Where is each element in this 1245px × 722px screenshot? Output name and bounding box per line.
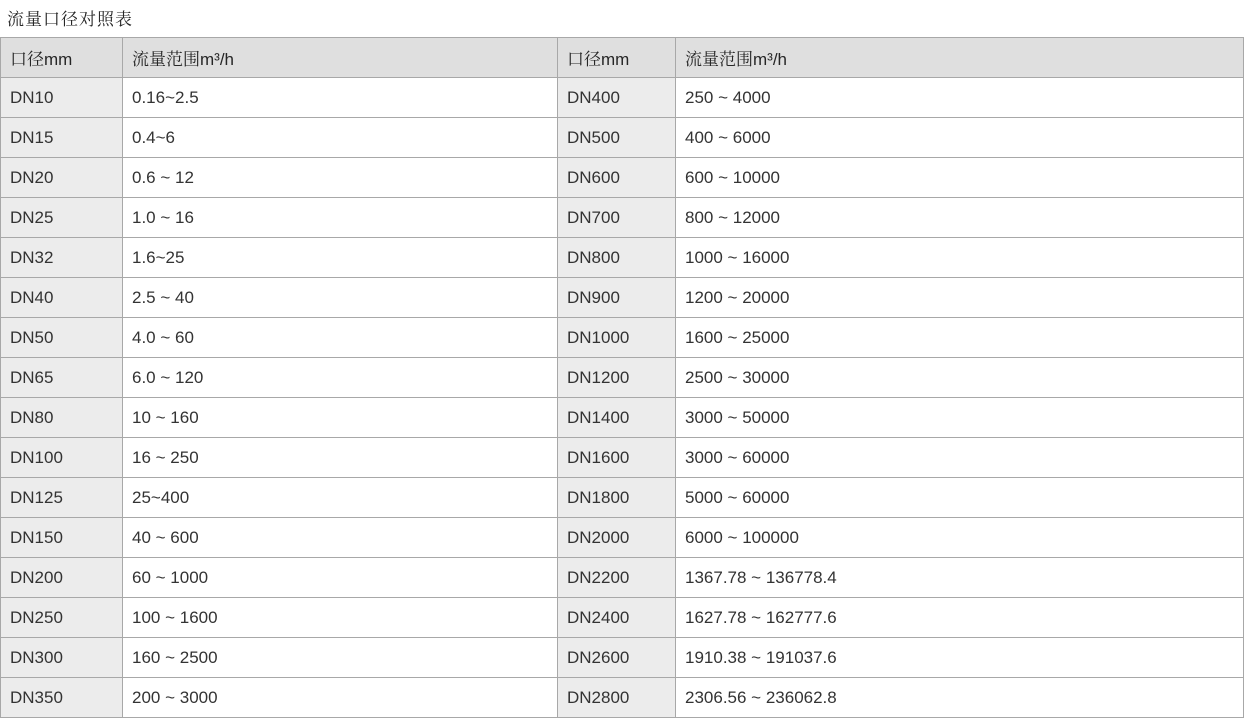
diameter-cell-left: DN32: [1, 238, 123, 278]
table-row: [1, 238, 1244, 278]
table-row: [1, 598, 1244, 638]
flow-range-cell-left: 0.16~2.5: [123, 78, 558, 118]
column-header-diameter-right: 口径mm: [558, 38, 676, 78]
diameter-cell-right: DN2600: [558, 638, 676, 678]
flow-range-cell-right: 2500 ~ 30000: [676, 358, 1244, 398]
diameter-cell-right: DN900: [558, 278, 676, 318]
diameter-cell-left: DN100: [1, 438, 123, 478]
flow-range-cell-right: 2306.56 ~ 236062.8: [676, 678, 1244, 718]
flow-range-cell-right: 1910.38 ~ 191037.6: [676, 638, 1244, 678]
table-row: [1, 78, 1244, 118]
flow-range-cell-left: 2.5 ~ 40: [123, 278, 558, 318]
flow-range-cell-right: 1000 ~ 16000: [676, 238, 1244, 278]
flow-range-cell-right: 6000 ~ 100000: [676, 518, 1244, 558]
diameter-cell-left: DN15: [1, 118, 123, 158]
flow-range-cell-left: 25~400: [123, 478, 558, 518]
table-body: [1, 78, 1244, 718]
diameter-cell-right: DN2000: [558, 518, 676, 558]
diameter-cell-right: DN2200: [558, 558, 676, 598]
flow-range-cell-right: 1600 ~ 25000: [676, 318, 1244, 358]
flow-range-cell-right: 250 ~ 4000: [676, 78, 1244, 118]
diameter-cell-right: DN500: [558, 118, 676, 158]
diameter-cell-right: DN1000: [558, 318, 676, 358]
flow-range-cell-left: 10 ~ 160: [123, 398, 558, 438]
flow-range-cell-right: 3000 ~ 50000: [676, 398, 1244, 438]
diameter-cell-left: DN200: [1, 558, 123, 598]
table-row: [1, 318, 1244, 358]
diameter-cell-left: DN10: [1, 78, 123, 118]
flow-range-cell-left: 40 ~ 600: [123, 518, 558, 558]
header-row: [1, 38, 1244, 78]
table-row: [1, 158, 1244, 198]
diameter-cell-right: DN1400: [558, 398, 676, 438]
table-row: [1, 518, 1244, 558]
table-row: [1, 398, 1244, 438]
column-header-flow-range-right: 流量范围m³/h: [676, 38, 1244, 78]
flow-range-cell-left: 200 ~ 3000: [123, 678, 558, 718]
diameter-cell-right: DN2400: [558, 598, 676, 638]
page-title: 流量口径对照表: [7, 10, 133, 29]
flow-diameter-table: [0, 37, 1244, 718]
diameter-cell-right: DN1800: [558, 478, 676, 518]
flow-range-cell-left: 16 ~ 250: [123, 438, 558, 478]
column-header-diameter-left: 口径mm: [1, 38, 123, 78]
flow-range-cell-left: 0.4~6: [123, 118, 558, 158]
flow-range-cell-right: 3000 ~ 60000: [676, 438, 1244, 478]
diameter-cell-left: DN350: [1, 678, 123, 718]
flow-range-cell-left: 60 ~ 1000: [123, 558, 558, 598]
diameter-cell-right: DN2800: [558, 678, 676, 718]
diameter-cell-right: DN1200: [558, 358, 676, 398]
flow-range-cell-left: 1.6~25: [123, 238, 558, 278]
diameter-cell-right: DN400: [558, 78, 676, 118]
flow-range-cell-right: 1367.78 ~ 136778.4: [676, 558, 1244, 598]
table-row: [1, 278, 1244, 318]
diameter-cell-left: DN80: [1, 398, 123, 438]
diameter-cell-left: DN40: [1, 278, 123, 318]
flow-range-cell-right: 800 ~ 12000: [676, 198, 1244, 238]
flow-range-cell-left: 6.0 ~ 120: [123, 358, 558, 398]
diameter-cell-left: DN250: [1, 598, 123, 638]
table-row: [1, 198, 1244, 238]
flow-range-cell-right: 600 ~ 10000: [676, 158, 1244, 198]
flow-range-cell-right: 5000 ~ 60000: [676, 478, 1244, 518]
diameter-cell-left: DN65: [1, 358, 123, 398]
flow-range-cell-left: 100 ~ 1600: [123, 598, 558, 638]
column-header-flow-range-left: 流量范围m³/h: [123, 38, 558, 78]
flow-range-cell-left: 160 ~ 2500: [123, 638, 558, 678]
table-row: [1, 678, 1244, 718]
flow-range-cell-right: 400 ~ 6000: [676, 118, 1244, 158]
table-row: [1, 438, 1244, 478]
diameter-cell-right: DN600: [558, 158, 676, 198]
diameter-cell-left: DN25: [1, 198, 123, 238]
flow-range-cell-left: 0.6 ~ 12: [123, 158, 558, 198]
diameter-cell-left: DN50: [1, 318, 123, 358]
table-row: [1, 478, 1244, 518]
diameter-cell-right: DN1600: [558, 438, 676, 478]
table-row: [1, 638, 1244, 678]
diameter-cell-left: DN300: [1, 638, 123, 678]
diameter-cell-right: DN700: [558, 198, 676, 238]
table-row: [1, 558, 1244, 598]
table-row: [1, 118, 1244, 158]
diameter-cell-left: DN20: [1, 158, 123, 198]
flow-range-cell-right: 1200 ~ 20000: [676, 278, 1244, 318]
flow-range-cell-left: 4.0 ~ 60: [123, 318, 558, 358]
diameter-cell-left: DN125: [1, 478, 123, 518]
diameter-cell-right: DN800: [558, 238, 676, 278]
flow-range-cell-left: 1.0 ~ 16: [123, 198, 558, 238]
flow-range-cell-right: 1627.78 ~ 162777.6: [676, 598, 1244, 638]
diameter-cell-left: DN150: [1, 518, 123, 558]
table-row: [1, 358, 1244, 398]
